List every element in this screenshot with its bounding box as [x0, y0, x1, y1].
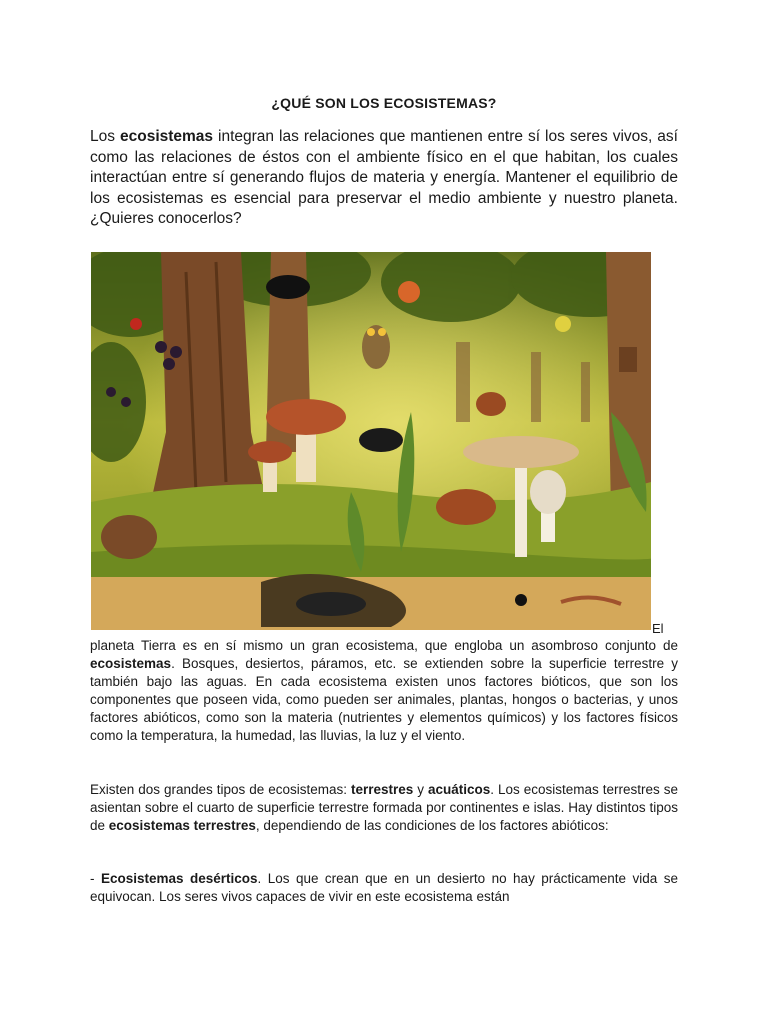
blackbird-top	[266, 275, 310, 299]
blackbird-ground	[359, 428, 403, 452]
p2-part3: . Los ecosistemas terrestres se asientan sobre el cuarto de superficie terrestre formada por continentes e islas. Hay distintos tipos de	[90, 782, 678, 833]
birdhouse	[619, 347, 637, 372]
p1-bold-term: ecosistemas	[90, 656, 172, 671]
ecosystem-description-paragraph	[90, 637, 678, 745]
p1-text-rest: . Bosques, desiertos, páramos, etc. se extienden sobre la superficie terrestre y también bajo las aguas. En cada ecosistema existen unos factores bióticos, que son los componentes que poseen vida, como pueden ser animales, plantas, hongos o bacterias, y unos factores abióticos, como son la materia (nutrientes y elementos químicos) y los factores físicos como la temperatura, la humedad, las lluvias, la luz y el viento.	[90, 656, 678, 743]
squirrel	[476, 392, 506, 416]
p1-text-start: planeta Tierra es en sí mismo un gran ecosistema, que engloba un asombroso conjunto de	[90, 638, 678, 653]
hedgehog	[101, 515, 157, 559]
intro-text-start: Los	[90, 128, 120, 145]
page-title: ¿QUÉ SON LOS ECOSISTEMAS?	[271, 95, 497, 111]
p2-part2: y	[413, 782, 428, 797]
ecosystem-types-paragraph	[90, 781, 678, 835]
p3-bold-term: Ecosistemas desérticos	[100, 871, 258, 886]
intro-paragraph	[90, 127, 678, 230]
great-tit	[555, 316, 571, 332]
p2-part1: Existen dos grandes tipos de ecosistemas:	[90, 782, 351, 797]
p2-bold-ecosistemas-terrestres: ecosistemas terrestres	[108, 818, 256, 833]
ladybird	[130, 318, 142, 330]
forest-ecosystem-illustration	[91, 252, 651, 630]
robin	[398, 281, 420, 303]
desert-ecosystem-paragraph	[90, 870, 678, 906]
mole	[296, 592, 366, 616]
p2-part4: , dependiendo de las condiciones de los factores abióticos:	[255, 818, 609, 833]
p3-text-rest: . Los que crean que en un desierto no hay prácticamente vida se equivocan. Los seres vivos capaces de vivir en este ecosistema están	[90, 871, 679, 904]
paragraph-start-word: El	[652, 621, 664, 636]
intro-bold-term: ecosistemas	[119, 128, 214, 145]
forest-illustration-svg	[91, 252, 651, 630]
beetle	[515, 594, 527, 606]
p2-bold-terrestres: terrestres	[350, 782, 414, 797]
p3-prefix: -	[90, 871, 101, 886]
p2-bold-acuaticos: acuáticos	[427, 782, 491, 797]
intro-text-rest: integran las relaciones que mantienen entre sí los seres vivos, así como las relaciones de éstos con el ambiente físico en el que habitan, los cuales interactúan entre sí generando flujos de materia y energía. Mantener el equilibrio de los ecosistemas es esencial para preservar el medio ambiente y nuestro planeta. ¿Quieres conocerlos?	[90, 128, 678, 227]
weasel	[436, 489, 496, 525]
